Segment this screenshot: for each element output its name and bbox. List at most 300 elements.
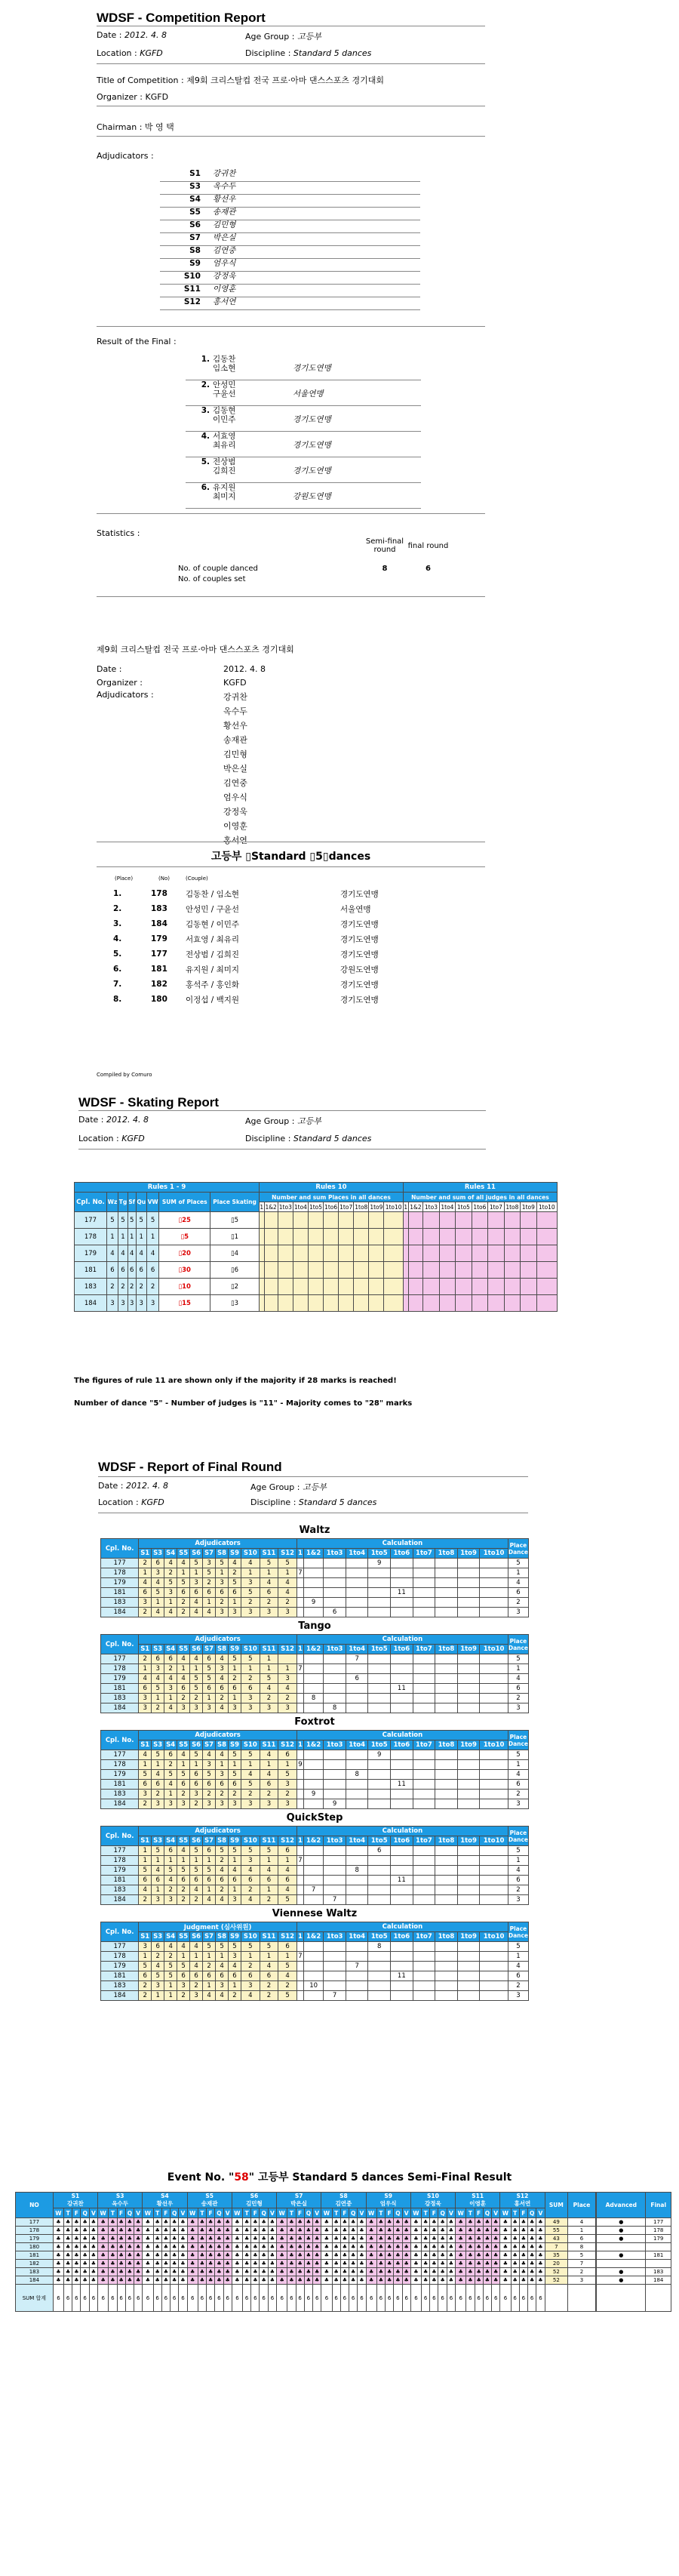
calc-col: 1to3 (324, 1836, 346, 1846)
judge-mark: 1 (278, 1856, 297, 1866)
judge-mark: 5 (190, 1674, 203, 1684)
fr-age-value: 고등부 (302, 1482, 327, 1492)
dance-sub: V (313, 2208, 321, 2218)
judge-mark: 5 (152, 1971, 164, 1981)
judge-mark: 3 (177, 1981, 190, 1991)
judge-mark: 4 (139, 1674, 152, 1684)
judge-mark: 3 (152, 1981, 164, 1991)
couple-number: 177 (101, 1846, 139, 1856)
dance-place: 6 (508, 1780, 528, 1790)
semi-foot-val: 6 (456, 2285, 466, 2312)
judge-header: S8 (216, 1645, 229, 1654)
final-entry (186, 406, 421, 432)
discipline-label: Discipline : (245, 48, 291, 58)
calc-value (457, 1578, 480, 1588)
judge-mark: 1 (177, 1664, 190, 1674)
result-row (113, 992, 379, 1007)
calc-header: 1to5 (456, 1202, 472, 1212)
dance-place: 2 (106, 1279, 118, 1295)
adjudicator-row (160, 182, 420, 195)
judge-mark: 2 (241, 1790, 260, 1799)
semi-foot-val: 6 (277, 2285, 287, 2312)
calc-value (413, 1598, 435, 1608)
judge-mark: 4 (164, 1942, 177, 1952)
calc-value (413, 1885, 435, 1895)
judge-mark: 4 (190, 1962, 203, 1971)
calc-value (413, 1942, 435, 1952)
dance-place: 6 (508, 1588, 528, 1598)
calc-value (346, 1588, 368, 1598)
judge-mark: 1 (241, 1952, 260, 1962)
judge-mark: 1 (164, 1991, 177, 2001)
judge-header: S10 (241, 1645, 260, 1654)
judge-mark: 1 (278, 1760, 297, 1770)
calc-value (435, 1790, 458, 1799)
dance-name: QuickStep (286, 1812, 343, 1824)
calc-value (346, 1876, 368, 1885)
judge-mark: 4 (229, 1559, 241, 1568)
semi-place: 3 (568, 2276, 595, 2285)
calc-value (413, 1876, 435, 1885)
dance-sub: T (153, 2208, 161, 2218)
dance-place: 3 (508, 1703, 528, 1713)
dance-sub: T (422, 2208, 430, 2218)
adjudicator-id: S5 (189, 208, 201, 217)
dance-place: 5 (136, 1212, 146, 1229)
final-place: 4. (201, 432, 210, 441)
semi-couple: 183 (16, 2268, 54, 2276)
couple-number: 184 (101, 1608, 139, 1617)
calc-value (435, 1578, 458, 1588)
dance-place: 4 (508, 1578, 528, 1588)
semi-judge-name: 이영훈 (469, 2200, 487, 2207)
result-place: 7. (113, 980, 122, 989)
calc-value (346, 1895, 368, 1905)
calc-value (480, 1856, 508, 1866)
judge-mark: 1 (260, 1885, 278, 1895)
judge-mark: 5 (229, 1942, 241, 1952)
semi-foot-val: 6 (332, 2285, 340, 2312)
calc-col: 1to8 (435, 1932, 458, 1942)
judge-mark: 2 (229, 1674, 241, 1684)
judge-mark: 2 (177, 1598, 190, 1608)
adjudicator-row (160, 285, 420, 297)
title-value: 제9회 크리스탈컵 전국 프로·아마 댄스스포츠 경기대회 (186, 75, 384, 85)
judge-mark: 5 (190, 1866, 203, 1876)
calc-value: 8 (368, 1942, 391, 1952)
age-value: 고등부 (296, 32, 321, 42)
judge-mark: 6 (203, 1588, 216, 1598)
result-couple: 이정섭 / 백지원 (186, 995, 240, 1005)
judge-header: S9 (229, 1645, 241, 1654)
judge-mark: 1 (203, 1694, 216, 1703)
judge-header: S3 (152, 1836, 164, 1846)
judge-mark: 4 (241, 1895, 260, 1905)
calc-value (303, 1578, 323, 1588)
calc-value (303, 1876, 323, 1885)
judge-mark: 5 (203, 1942, 216, 1952)
judge-mark: 6 (152, 1559, 164, 1568)
calc-value (346, 1559, 368, 1568)
calc-col: 1to4 (346, 1645, 368, 1654)
judge-mark: 4 (164, 1559, 177, 1568)
final-row (186, 355, 421, 364)
couple-number: 177 (75, 1212, 107, 1229)
calc-value (435, 1942, 458, 1952)
dance-sub: Q (215, 2208, 223, 2218)
couple-number: 183 (101, 1598, 139, 1608)
calc-col: 1to7 (413, 1645, 435, 1654)
cpl-header: Cpl. No. (101, 1922, 139, 1942)
calc-value: 9 (303, 1790, 323, 1799)
result-row (113, 916, 379, 931)
place-header: Place Skating (210, 1193, 259, 1212)
dance-place: 2 (508, 1981, 528, 1991)
calc-value (457, 1608, 480, 1617)
final-lead: 김동찬 (213, 355, 236, 364)
calc-col: 1to6 (391, 1740, 413, 1750)
semi-foot-val: 6 (170, 2285, 178, 2312)
calc-value (413, 1962, 435, 1971)
adjudicator-id: S11 (183, 285, 201, 294)
calc-value: 11 (391, 1780, 413, 1790)
judge-mark: 4 (164, 1703, 177, 1713)
judge-mark: 3 (241, 1608, 260, 1617)
calc-value (480, 1608, 508, 1617)
sum-places: ▯10 (159, 1279, 210, 1295)
calc-value (303, 1780, 323, 1790)
judge-mark: 2 (139, 1654, 152, 1664)
result-number: 184 (151, 919, 167, 928)
calc-value (346, 1981, 368, 1991)
calc-col: 1to7 (413, 1740, 435, 1750)
judge-mark: 3 (241, 1981, 260, 1991)
dance-sub: W (321, 2208, 332, 2218)
judge-mark: 4 (260, 1750, 278, 1760)
judge-mark: 2 (139, 1799, 152, 1809)
p2-adjudicator: 황선우 (223, 721, 247, 731)
judge-mark: 4 (164, 1876, 177, 1885)
judge-mark: 2 (190, 1895, 203, 1905)
semi-result: 178 (646, 2227, 671, 2235)
calc-value (296, 1750, 303, 1760)
judge-mark: 3 (216, 1981, 229, 1991)
judge-mark: 1 (278, 1664, 297, 1674)
calc-value: 8 (303, 1694, 323, 1703)
calc-col: 1to9 (457, 1836, 480, 1846)
adj-header: Adjudicators (139, 1635, 297, 1645)
semi-res_h: Final (646, 2193, 671, 2218)
calc-value (391, 1654, 413, 1664)
calc-value (413, 1991, 435, 2001)
final-lead: 안성민 (213, 380, 236, 389)
final-club: 경기도연맹 (293, 441, 331, 450)
judge-mark: 1 (190, 1664, 203, 1674)
dance-place: 3 (136, 1295, 146, 1312)
calc-value (296, 1694, 303, 1703)
dance-place: 5 (508, 1559, 528, 1568)
calc-col: 1to3 (324, 1932, 346, 1942)
calc-value: 7 (298, 1569, 303, 1577)
semi-judge-name: 황선우 (156, 2200, 174, 2207)
judge-mark: 5 (203, 1568, 216, 1578)
dance-table (100, 1826, 529, 1905)
adjudicators-label: Adjudicators : (97, 151, 154, 161)
final-row (186, 389, 421, 399)
calc-value (413, 1674, 435, 1684)
calc-value (435, 1559, 458, 1568)
judge-mark: 4 (278, 1588, 297, 1598)
judge-mark: 5 (152, 1684, 164, 1694)
final-label: Result of the Final : (97, 337, 177, 346)
judge-header: S9 (229, 1740, 241, 1750)
couple-number: 184 (75, 1295, 107, 1312)
judge-mark: 2 (203, 1790, 216, 1799)
semi-judge-id: S9 (384, 2193, 392, 2199)
judge-mark: 2 (152, 1790, 164, 1799)
calc-value (413, 1760, 435, 1770)
calc-value (303, 1866, 323, 1876)
fr-date-value: 2012. 4. 8 (126, 1481, 168, 1491)
calc-value (435, 1654, 458, 1664)
semi-judge (500, 2193, 545, 2208)
calc-value (480, 1588, 508, 1598)
calc-value (391, 1895, 413, 1905)
calc-value (457, 1856, 480, 1866)
calc-value (391, 1703, 413, 1713)
adjudicator-row (160, 246, 420, 259)
calc-value (480, 1799, 508, 1809)
judge-header: S6 (190, 1836, 203, 1846)
judge-mark: 6 (241, 1876, 260, 1885)
semi-table: NO S1 강귀찬 S3 옥수두 S4 황선우 S5 송재관 S6 김민형 S7 박은실 S8 김연중 S9 엄우식 S10 강정욱 S11 이영훈 S12 홍서연 SUM Place Advanced Final W T F Q V W T F Q V W T F Q V W T F Q V W T F Q V W T F Q V W T F Q V W T F Q V W T F Q V W T F Q V W T F Q V 177 ♣ ♣ ♣ ♣ ♣ ♣ ♣ ♣ ♣ ♣ ♣ ♣ ♣ ♣ ♣ ♣ ♣ ♣ ♣ ♣ ♣ ♣ ♣ ♣ ♣ ♣ ♣ ♣ ♣ ♣ ♣ ♣ ♣ ♣ ♣ ♣ ♣ ♣ ♣ ♣ ♣ ♣ ♣ ♣ ♣ ♣ ♣ ♣ ♣ ♣ ♣ ♣ ♣ ♣ ♣ 49 4 ● 177 178 ♣ ♣ ♣ ♣ ♣ ♣ ♣ ♣ ♣ ♣ ♣ ♣ ♣ ♣ ♣ ♣ ♣ ♣ ♣ ♣ ♣ ♣ ♣ ♣ ♣ ♣ ♣ ♣ ♣ ♣ ♣ ♣ ♣ ♣ ♣ ♣ ♣ ♣ ♣ ♣ ♣ ♣ ♣ ♣ ♣ ♣ ♣ ♣ ♣ ♣ ♣ ♣ ♣ ♣ ♣ 55 1 ● 178 179 ♣ ♣ ♣ ♣ ♣ ♣ ♣ ♣ ♣ ♣ ♣ ♣ ♣ ♣ ♣ ♣ ♣ ♣ ♣ ♣ ♣ ♣ ♣ ♣ ♣ ♣ ♣ ♣ ♣ ♣ ♣ ♣ ♣ ♣ ♣ ♣ ♣ ♣ ♣ ♣ ♣ ♣ ♣ ♣ ♣ ♣ ♣ ♣ ♣ ♣ ♣ ♣ ♣ ♣ ♣ 43 6 ● 179 180 ♣ ♣ ♣ ♣ ♣ ♣ ♣ ♣ ♣ ♣ ♣ ♣ ♣ ♣ ♣ ♣ ♣ ♣ ♣ ♣ ♣ ♣ ♣ ♣ ♣ ♣ ♣ ♣ ♣ ♣ ♣ ♣ ♣ ♣ ♣ ♣ ♣ ♣ ♣ ♣ ♣ ♣ ♣ ♣ ♣ ♣ ♣ ♣ ♣ ♣ ♣ ♣ ♣ ♣ ♣ 7 8 181 ♣ ♣ ♣ ♣ ♣ ♣ ♣ ♣ ♣ ♣ ♣ ♣ ♣ ♣ ♣ ♣ ♣ ♣ ♣ ♣ ♣ ♣ ♣ ♣ ♣ ♣ ♣ ♣ ♣ ♣ ♣ ♣ ♣ ♣ ♣ ♣ ♣ ♣ ♣ ♣ ♣ ♣ ♣ ♣ ♣ ♣ ♣ ♣ ♣ ♣ ♣ ♣ ♣ ♣ ♣ 35 5 ● 181 182 ♣ ♣ ♣ ♣ ♣ ♣ ♣ ♣ ♣ ♣ ♣ ♣ ♣ ♣ ♣ ♣ ♣ ♣ ♣ ♣ ♣ ♣ ♣ ♣ ♣ ♣ ♣ ♣ ♣ ♣ ♣ ♣ ♣ ♣ ♣ ♣ ♣ ♣ ♣ ♣ ♣ ♣ ♣ ♣ ♣ ♣ ♣ ♣ ♣ ♣ ♣ ♣ ♣ ♣ ♣ 20 7 183 ♣ ♣ ♣ ♣ ♣ ♣ ♣ ♣ ♣ ♣ ♣ ♣ ♣ ♣ ♣ ♣ ♣ ♣ ♣ ♣ ♣ ♣ ♣ ♣ ♣ ♣ ♣ ♣ ♣ ♣ ♣ ♣ ♣ ♣ ♣ ♣ ♣ ♣ ♣ ♣ ♣ ♣ ♣ ♣ ♣ ♣ ♣ ♣ ♣ ♣ ♣ ♣ ♣ ♣ ♣ 52 2 ● 183 184 ♣ ♣ ♣ ♣ ♣ ♣ ♣ ♣ ♣ ♣ ♣ ♣ ♣ ♣ ♣ ♣ ♣ ♣ ♣ ♣ ♣ ♣ ♣ ♣ ♣ ♣ ♣ ♣ ♣ ♣ ♣ ♣ ♣ ♣ ♣ ♣ ♣ ♣ ♣ ♣ ♣ ♣ ♣ ♣ ♣ ♣ ♣ ♣ ♣ ♣ ♣ ♣ ♣ ♣ ♣ 52 3 ● 184 SUM 합계 6 6 6 6 6 6 6 6 6 6 6 6 6 6 6 6 6 6 6 6 6 6 6 6 6 6 6 6 6 6 6 6 6 6 6 6 6 6 6 6 6 6 6 6 6 6 6 6 6 6 6 6 6 6 6 (15, 2192, 671, 2312)
calc-col: 1&2 (303, 1836, 323, 1846)
calc-col: 1to8 (435, 1549, 458, 1559)
calc-value (391, 1770, 413, 1780)
semi-place: 7 (568, 2260, 595, 2268)
final-club: 서울연맹 (293, 389, 324, 399)
adjudicator-id: S4 (189, 195, 201, 204)
couple-number: 179 (101, 1578, 139, 1588)
calc-value (457, 1598, 480, 1608)
calc-value (303, 1952, 323, 1962)
judge-header: S4 (164, 1836, 177, 1846)
judge-mark: 3 (203, 1559, 216, 1568)
judge-mark: 1 (216, 1760, 229, 1770)
calc-col: 1&2 (303, 1549, 323, 1559)
judge-mark: 4 (139, 1578, 152, 1588)
adjudicator-row (160, 195, 420, 208)
calc-col: 1to3 (324, 1740, 346, 1750)
judge-header: S6 (190, 1740, 203, 1750)
calc-value (303, 1588, 323, 1598)
judge-mark: 3 (139, 1598, 152, 1608)
calc-value (457, 1654, 480, 1664)
dance-place: 1 (508, 1760, 528, 1770)
judge-mark: 3 (203, 1703, 216, 1713)
dance-place: 1 (118, 1229, 128, 1245)
calc-value (303, 1991, 323, 2001)
semi-result: 177 (646, 2218, 671, 2227)
p2-adjudicator: 강귀찬 (223, 692, 247, 702)
calc-value (457, 1991, 480, 2001)
calc-value (457, 1846, 480, 1856)
calc-value (296, 1588, 303, 1598)
judge-mark: 4 (241, 1559, 260, 1568)
calc-value (346, 1664, 368, 1674)
ns10-header: Number and sum Places in all dances (260, 1193, 404, 1202)
semi-place: 8 (568, 2243, 595, 2251)
judge-mark: 4 (203, 1895, 216, 1905)
calc-header: 1to6 (472, 1202, 487, 1212)
judge-mark: 3 (216, 1664, 229, 1674)
p2-adjudicator: 김연중 (223, 778, 247, 788)
calc-value (303, 1770, 323, 1780)
judge-mark: 3 (241, 1703, 260, 1713)
dance-sub: W (500, 2208, 511, 2218)
calc-value (368, 1981, 391, 1991)
majority-note: Number of dance "5" - Number of judges is "11" - Majority comes to "28" marks (74, 1399, 413, 1408)
result-place: 6. (113, 965, 122, 974)
judge-mark: 2 (190, 1799, 203, 1809)
calc-value (303, 1664, 323, 1674)
judge-mark: 3 (278, 1780, 297, 1790)
judge-header: S1 (139, 1645, 152, 1654)
judge-header: S12 (278, 1740, 297, 1750)
adjudicator-name: 강정욱 (213, 272, 236, 281)
adj-header: Judgment (심사위원) (139, 1922, 297, 1932)
dance-sub: W (232, 2208, 242, 2218)
calc-value: 9 (303, 1598, 323, 1608)
calc-value: 8 (346, 1866, 368, 1876)
dance-place: 4 (508, 1770, 528, 1780)
judge-header: S12 (278, 1645, 297, 1654)
calc-value (435, 1568, 458, 1578)
semi-foot-val: 6 (109, 2285, 117, 2312)
semi-judge-name: 강정욱 (425, 2200, 441, 2207)
calc-value (303, 1750, 323, 1760)
dance-sub: F (117, 2208, 125, 2218)
calc-value (435, 1799, 458, 1809)
judge-mark: 3 (216, 1799, 229, 1809)
fr-loc-value: KGFD (141, 1497, 164, 1507)
dance-sub: F (340, 2208, 349, 2218)
semi-foot-val: 6 (187, 2285, 198, 2312)
judge-mark: 5 (177, 1770, 190, 1780)
col-no: (No) (158, 876, 170, 882)
calc-value (413, 1971, 435, 1981)
calc-value (324, 1952, 346, 1962)
semi-sum: 55 (545, 2227, 568, 2235)
dance-place: 4 (128, 1245, 136, 1262)
calc-col: 1to4 (346, 1932, 368, 1942)
couple-number: 183 (75, 1279, 107, 1295)
judge-mark: 4 (278, 1866, 297, 1876)
semi-foot-val: 6 (304, 2285, 312, 2312)
judge-mark: 4 (216, 1703, 229, 1713)
dance-sub: F (430, 2208, 438, 2218)
judge-mark: 5 (190, 1750, 203, 1760)
judge-header: S7 (203, 1932, 216, 1942)
judge-mark: 3 (152, 1895, 164, 1905)
judge-header: S3 (152, 1645, 164, 1654)
calc-value (296, 1885, 303, 1895)
sum-places: ▯30 (159, 1262, 210, 1279)
dance-sub: W (277, 2208, 287, 2218)
judge-mark: 4 (164, 1780, 177, 1790)
discipline-value: Standard 5 dances (293, 48, 372, 58)
semi-judge-name: 옥수두 (112, 2200, 129, 2207)
sum-header: SUM of Places (159, 1193, 210, 1212)
calc-value (391, 1991, 413, 2001)
adjudicator-row (160, 169, 420, 182)
judge-mark: 1 (229, 1694, 241, 1703)
semi-foot-val: 6 (349, 2285, 357, 2312)
judge-mark: 2 (229, 1790, 241, 1799)
judge-mark: 6 (190, 1876, 203, 1885)
dance-place: 4 (508, 1674, 528, 1684)
dance-name: Viennese Waltz (272, 1908, 358, 1919)
calc-value (457, 1664, 480, 1674)
calc-value (413, 1568, 435, 1578)
semi-judge-id: S10 (426, 2193, 439, 2199)
calc-value (324, 1790, 346, 1799)
judge-header: S9 (229, 1549, 241, 1559)
final-entry (186, 355, 421, 380)
result-club: 경기도연맹 (340, 995, 379, 1005)
rules19-header: Rules 1 - 9 (75, 1183, 260, 1193)
date-label: Date : (97, 30, 122, 40)
judge-mark: 5 (139, 1866, 152, 1876)
calc-col: 1to7 (413, 1836, 435, 1846)
judge-header: S8 (216, 1740, 229, 1750)
adjudicator-name: 엄우식 (213, 259, 236, 268)
calc-value (346, 1608, 368, 1617)
judge-mark: 4 (241, 1991, 260, 2001)
dance-place: 1 (106, 1229, 118, 1245)
title-label: Title of Competition : (97, 75, 184, 85)
calc-value (296, 1895, 303, 1905)
calc-value (391, 1885, 413, 1895)
dance-sub: Q (527, 2208, 536, 2218)
judge-mark: 5 (203, 1770, 216, 1780)
calc-header: 1to5 (309, 1203, 323, 1211)
dance-sub: Q (81, 2208, 89, 2218)
semi-place_h: Place (568, 2193, 595, 2218)
judge-mark: 4 (216, 1750, 229, 1760)
semi-foot-val: 6 (313, 2285, 321, 2312)
judge-mark: 2 (164, 1568, 177, 1578)
calc-value (457, 1942, 480, 1952)
judge-mark: 2 (241, 1674, 260, 1684)
rules11-header: Rules 11 (403, 1183, 557, 1193)
judge-mark: 5 (164, 1971, 177, 1981)
dance-sub: W (98, 2208, 109, 2218)
judge-mark: 4 (278, 1885, 297, 1895)
calc-col: 1 (297, 1550, 303, 1557)
compiled-note: Compiled by Comuro (97, 1072, 152, 1078)
dance-sub: Q (304, 2208, 312, 2218)
dance-place: 3 (106, 1295, 118, 1312)
judge-header: S11 (260, 1549, 278, 1559)
couple-number: 183 (101, 1885, 139, 1895)
dance-place: 3 (508, 1608, 528, 1617)
p2-adjudicator: 엄우식 (223, 792, 247, 802)
dance-sub: V (223, 2208, 232, 2218)
judge-mark: 4 (260, 1578, 278, 1588)
judge-mark: 3 (177, 1703, 190, 1713)
calc-value (368, 1694, 391, 1703)
